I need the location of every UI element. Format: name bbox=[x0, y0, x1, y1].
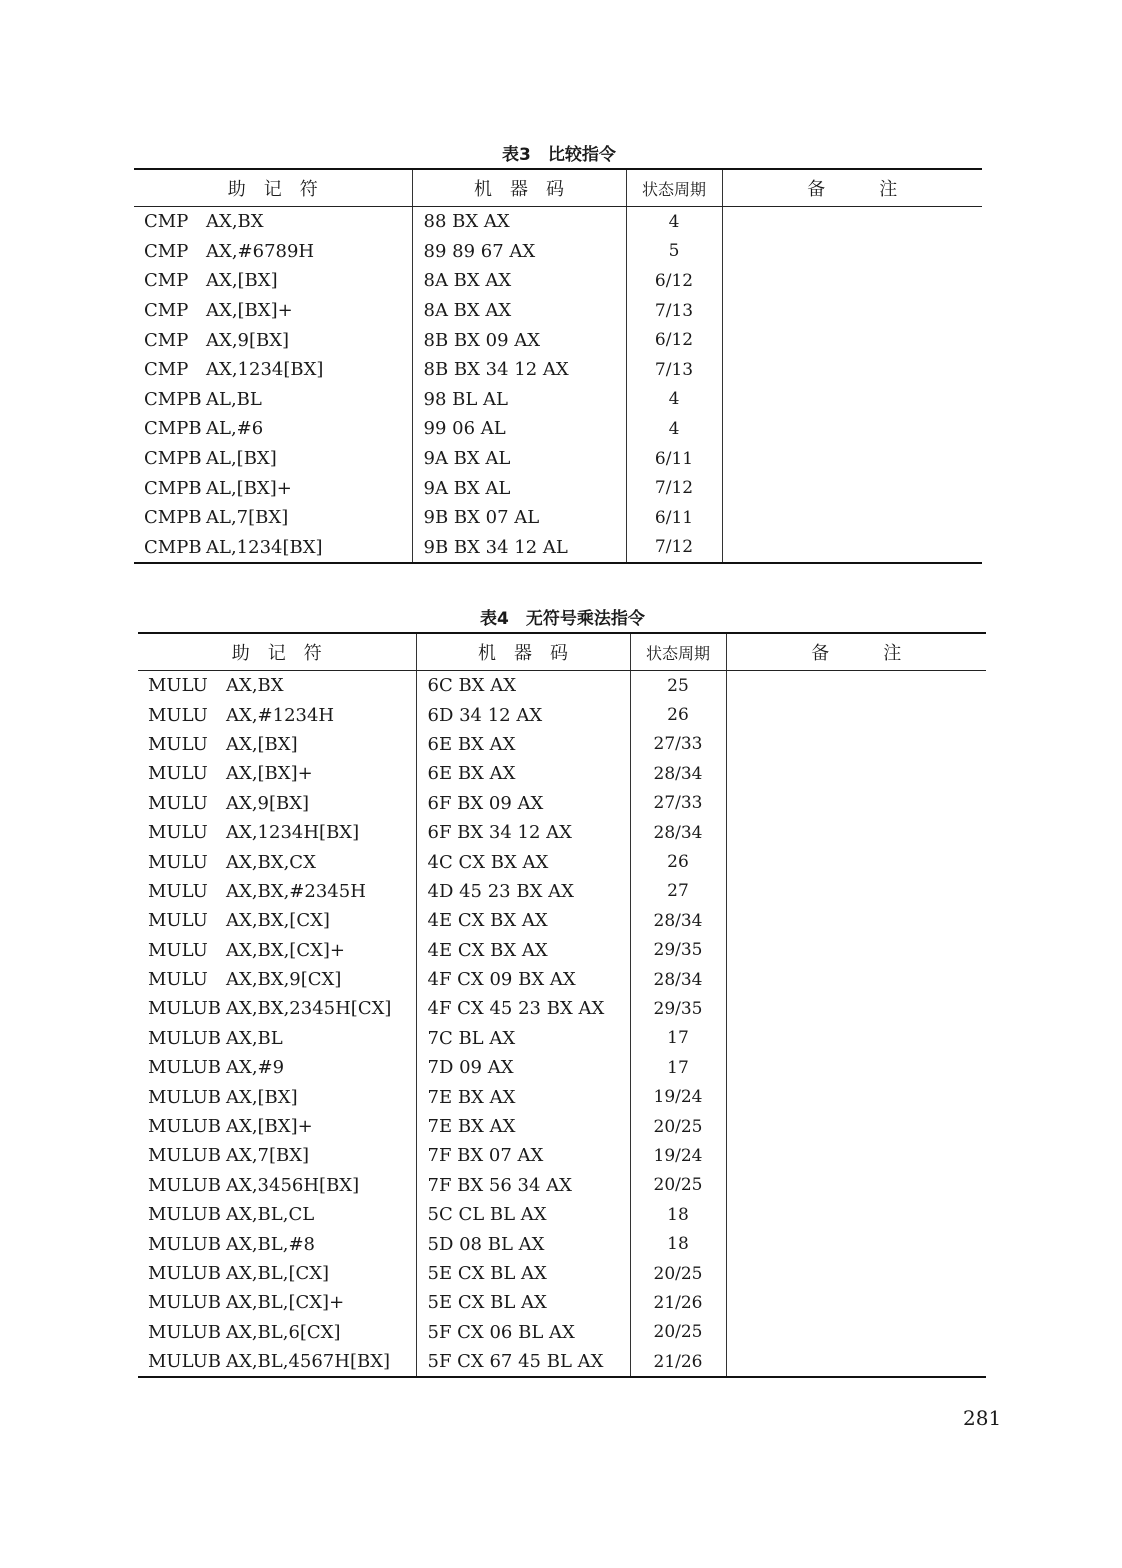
cycles-cell: 20/25 bbox=[630, 1171, 726, 1200]
opcode: CMP bbox=[144, 300, 189, 322]
cycles-cell: 7/12 bbox=[626, 533, 722, 564]
cycles-cell: 6/12 bbox=[626, 266, 722, 296]
operands: AX,[BX] bbox=[226, 733, 298, 755]
machine-code-cell: 5C CL BL AX bbox=[416, 1200, 630, 1229]
header-machine-code: 机 器 码 bbox=[412, 169, 626, 207]
machine-code-cell: 4E CX BX AX bbox=[416, 906, 630, 935]
machine-code-cell: 88 BX AX bbox=[412, 207, 626, 237]
cycles-cell: 28/34 bbox=[630, 906, 726, 935]
remarks-cell bbox=[722, 444, 982, 474]
mnemonic-cell bbox=[138, 1229, 416, 1258]
remarks-cell bbox=[726, 1171, 986, 1200]
remarks-cell bbox=[722, 355, 982, 385]
table-row bbox=[138, 1053, 986, 1082]
machine-code-cell: 9A BX AL bbox=[412, 473, 626, 503]
machine-code-cell: 5F CX 06 BL AX bbox=[416, 1318, 630, 1347]
cycles-cell: 27/33 bbox=[630, 789, 726, 818]
machine-code-cell: 99 06 AL bbox=[412, 414, 626, 444]
opcode: CMPB bbox=[144, 507, 202, 529]
table-row bbox=[134, 296, 982, 326]
mnemonic-cell bbox=[138, 700, 416, 729]
table4-header-row bbox=[138, 633, 986, 671]
cycles-cell: 20/25 bbox=[630, 1112, 726, 1141]
opcode: MULUB bbox=[148, 1351, 221, 1373]
mnemonic-cell bbox=[134, 296, 412, 326]
opcode: MULUB bbox=[148, 1145, 221, 1167]
machine-code-cell: 9A BX AL bbox=[412, 444, 626, 474]
remarks-cell bbox=[726, 700, 986, 729]
cycles-cell: 17 bbox=[630, 1053, 726, 1082]
remarks-cell bbox=[726, 1318, 986, 1347]
table-row bbox=[138, 877, 986, 906]
mnemonic-cell bbox=[138, 1112, 416, 1141]
remarks-cell bbox=[726, 818, 986, 847]
machine-code-cell: 5E CX BL AX bbox=[416, 1288, 630, 1317]
cycles-cell: 7/13 bbox=[626, 355, 722, 385]
machine-code-cell: 7E BX AX bbox=[416, 1082, 630, 1111]
operands: AL,#6 bbox=[206, 418, 264, 440]
operands: AX,BL,CL bbox=[226, 1204, 315, 1226]
operands: AX,BX,9[CX] bbox=[226, 969, 342, 991]
remarks-cell bbox=[722, 385, 982, 415]
mnemonic-cell bbox=[138, 1171, 416, 1200]
opcode: MULU bbox=[148, 733, 208, 755]
mnemonic-cell bbox=[138, 671, 416, 701]
mnemonic-cell bbox=[138, 818, 416, 847]
remarks-cell bbox=[722, 533, 982, 564]
machine-code-cell: 98 BL AL bbox=[412, 385, 626, 415]
mnemonic-cell bbox=[134, 473, 412, 503]
cycles-cell: 6/12 bbox=[626, 325, 722, 355]
mnemonic-cell bbox=[134, 385, 412, 415]
machine-code-cell: 7D 09 AX bbox=[416, 1053, 630, 1082]
cycles-cell: 7/13 bbox=[626, 296, 722, 326]
opcode: MULU bbox=[148, 763, 208, 785]
table-row bbox=[134, 237, 982, 267]
machine-code-cell: 9B BX 07 AL bbox=[412, 503, 626, 533]
operands: AX,[BX]+ bbox=[226, 763, 313, 785]
machine-code-cell: 5F CX 67 45 BL AX bbox=[416, 1347, 630, 1377]
table-row bbox=[138, 789, 986, 818]
machine-code-cell: 7F BX 07 AX bbox=[416, 1141, 630, 1170]
remarks-cell bbox=[726, 906, 986, 935]
remarks-cell bbox=[726, 1053, 986, 1082]
table-row bbox=[134, 414, 982, 444]
machine-code-cell: 7C BL AX bbox=[416, 1024, 630, 1053]
mnemonic-cell bbox=[138, 759, 416, 788]
operands: AX,BX bbox=[206, 211, 264, 233]
cycles-cell: 6/11 bbox=[626, 503, 722, 533]
opcode: MULU bbox=[148, 880, 208, 902]
cycles-cell: 18 bbox=[630, 1229, 726, 1258]
table-row bbox=[134, 325, 982, 355]
machine-code-cell: 8A BX AX bbox=[412, 296, 626, 326]
remarks-cell bbox=[726, 1229, 986, 1258]
machine-code-cell: 5E CX BL AX bbox=[416, 1259, 630, 1288]
machine-code-cell: 6F BX 34 12 AX bbox=[416, 818, 630, 847]
operands: AX,1234[BX] bbox=[206, 359, 324, 381]
table-row bbox=[138, 1082, 986, 1111]
opcode: CMP bbox=[144, 359, 189, 381]
table4-body bbox=[138, 671, 986, 1378]
opcode: CMP bbox=[144, 270, 189, 292]
opcode: CMPB bbox=[144, 388, 202, 410]
operands: AL,1234[BX] bbox=[206, 536, 323, 558]
cycles-cell: 21/26 bbox=[630, 1347, 726, 1377]
operands: AX,1234H[BX] bbox=[226, 822, 360, 844]
table-row bbox=[138, 1318, 986, 1347]
mnemonic-cell bbox=[138, 906, 416, 935]
remarks-cell bbox=[726, 877, 986, 906]
table3-compare-instructions bbox=[134, 168, 982, 564]
mnemonic-cell bbox=[138, 1288, 416, 1317]
operands: AX,BL,[CX] bbox=[226, 1263, 330, 1284]
machine-code-cell: 7E BX AX bbox=[416, 1112, 630, 1141]
cycles-cell: 21/26 bbox=[630, 1288, 726, 1317]
remarks-cell bbox=[722, 266, 982, 296]
operands: AX,BL,[CX]+ bbox=[226, 1292, 345, 1314]
cycles-cell: 28/34 bbox=[630, 818, 726, 847]
table-row bbox=[138, 730, 986, 759]
mnemonic-cell bbox=[134, 266, 412, 296]
mnemonic-cell bbox=[138, 847, 416, 876]
mnemonic-cell bbox=[138, 1141, 416, 1170]
operands: AX,BX,2345H[CX] bbox=[226, 998, 392, 1020]
cycles-cell: 4 bbox=[626, 414, 722, 444]
remarks-cell bbox=[726, 1347, 986, 1377]
operands: AX,[BX] bbox=[206, 270, 278, 292]
operands: AX,BX,[CX] bbox=[226, 910, 330, 932]
machine-code-cell: 9B BX 34 12 AL bbox=[412, 533, 626, 564]
operands: AX,9[BX] bbox=[226, 792, 310, 814]
mnemonic-cell bbox=[138, 789, 416, 818]
opcode: MULUB bbox=[148, 1174, 221, 1196]
machine-code-cell: 8B BX 09 AX bbox=[412, 325, 626, 355]
remarks-cell bbox=[726, 994, 986, 1023]
mnemonic-cell bbox=[138, 1024, 416, 1053]
opcode: MULUB bbox=[148, 1086, 221, 1108]
remarks-cell bbox=[726, 965, 986, 994]
opcode: MULU bbox=[148, 675, 208, 697]
mnemonic-cell bbox=[134, 325, 412, 355]
operands: AL,BL bbox=[206, 388, 262, 410]
remarks-cell bbox=[722, 296, 982, 326]
remarks-cell bbox=[726, 1141, 986, 1170]
cycles-cell: 5 bbox=[626, 237, 722, 267]
table4-unsigned-multiply-instructions bbox=[138, 632, 986, 1378]
table-row bbox=[134, 503, 982, 533]
cycles-cell: 28/34 bbox=[630, 759, 726, 788]
cycles-cell: 18 bbox=[630, 1200, 726, 1229]
mnemonic-cell bbox=[138, 936, 416, 965]
remarks-cell bbox=[726, 1259, 986, 1288]
mnemonic-cell bbox=[134, 237, 412, 267]
table-row bbox=[134, 355, 982, 385]
table-row bbox=[138, 1259, 986, 1288]
table-row bbox=[134, 385, 982, 415]
cycles-cell: 28/34 bbox=[630, 965, 726, 994]
operands: AL,[BX]+ bbox=[206, 477, 292, 499]
operands: AL,[BX] bbox=[206, 448, 277, 470]
remarks-cell bbox=[722, 503, 982, 533]
mnemonic-cell bbox=[134, 533, 412, 564]
remarks-cell bbox=[726, 1288, 986, 1317]
mnemonic-cell bbox=[138, 1053, 416, 1082]
remarks-cell bbox=[726, 1112, 986, 1141]
table-row bbox=[134, 266, 982, 296]
opcode: MULUB bbox=[148, 1321, 221, 1343]
remarks-cell bbox=[726, 730, 986, 759]
opcode: MULUB bbox=[148, 1233, 221, 1255]
table-row bbox=[138, 936, 986, 965]
mnemonic-cell bbox=[138, 1318, 416, 1347]
mnemonic-cell bbox=[138, 965, 416, 994]
opcode: MULUB bbox=[148, 1116, 221, 1138]
operands: AX,BL bbox=[226, 1027, 283, 1049]
operands: AX,#9 bbox=[226, 1057, 285, 1079]
cycles-cell: 4 bbox=[626, 207, 722, 237]
mnemonic-cell bbox=[138, 1259, 416, 1288]
opcode: MULUB bbox=[148, 998, 221, 1020]
cycles-cell: 29/35 bbox=[630, 994, 726, 1023]
table-row bbox=[138, 847, 986, 876]
opcode: CMP bbox=[144, 240, 189, 262]
table-row bbox=[138, 965, 986, 994]
header-machine-code: 机 器 码 bbox=[416, 633, 630, 671]
cycles-cell: 27 bbox=[630, 877, 726, 906]
remarks-cell bbox=[722, 207, 982, 237]
mnemonic-cell bbox=[138, 1347, 416, 1377]
opcode: CMPB bbox=[144, 418, 202, 440]
table-row bbox=[134, 444, 982, 474]
mnemonic-cell bbox=[134, 207, 412, 237]
operands: AX,9[BX] bbox=[206, 329, 290, 351]
operands: AX,BL,4567H[BX] bbox=[226, 1351, 391, 1373]
remarks-cell bbox=[722, 237, 982, 267]
opcode: CMPB bbox=[144, 448, 202, 470]
table-row bbox=[134, 473, 982, 503]
mnemonic-cell bbox=[138, 1082, 416, 1111]
mnemonic-cell bbox=[134, 355, 412, 385]
table-row bbox=[138, 1288, 986, 1317]
opcode: MULUB bbox=[148, 1057, 221, 1079]
operands: AX,BX,[CX]+ bbox=[226, 939, 346, 961]
table3-header-row bbox=[134, 169, 982, 207]
machine-code-cell: 6E BX AX bbox=[416, 759, 630, 788]
operands: AX,[BX]+ bbox=[206, 300, 293, 322]
table-row bbox=[138, 1347, 986, 1377]
machine-code-cell: 4D 45 23 BX AX bbox=[416, 877, 630, 906]
machine-code-cell: 8B BX 34 12 AX bbox=[412, 355, 626, 385]
header-cycles: 状态周期 bbox=[630, 633, 726, 671]
mnemonic-cell bbox=[134, 444, 412, 474]
mnemonic-cell bbox=[134, 414, 412, 444]
operands: AX,BL,#8 bbox=[226, 1233, 315, 1255]
opcode: CMPB bbox=[144, 536, 202, 558]
table-row bbox=[138, 700, 986, 729]
page-number: 281 bbox=[963, 1406, 1002, 1430]
opcode: MULUB bbox=[148, 1292, 221, 1314]
operands: AX,3456H[BX] bbox=[226, 1174, 360, 1196]
table-row bbox=[138, 1171, 986, 1200]
opcode: CMP bbox=[144, 211, 189, 233]
operands: AX,BL,6[CX] bbox=[226, 1321, 341, 1343]
machine-code-cell: 4F CX 45 23 BX AX bbox=[416, 994, 630, 1023]
operands: AX,BX,#2345H bbox=[226, 880, 366, 902]
cycles-cell: 26 bbox=[630, 847, 726, 876]
operands: AX,BX bbox=[226, 675, 284, 697]
opcode: MULUB bbox=[148, 1027, 221, 1049]
operands: AX,#1234H bbox=[226, 704, 335, 726]
machine-code-cell: 7F BX 56 34 AX bbox=[416, 1171, 630, 1200]
header-mnemonic: 助 记 符 bbox=[138, 633, 416, 671]
opcode: MULU bbox=[148, 969, 208, 991]
table-row bbox=[138, 906, 986, 935]
remarks-cell bbox=[726, 936, 986, 965]
operands: AX,7[BX] bbox=[226, 1145, 310, 1167]
operands: AX,#6789H bbox=[206, 240, 315, 262]
remarks-cell bbox=[726, 671, 986, 701]
remarks-cell bbox=[722, 414, 982, 444]
remarks-cell bbox=[726, 1024, 986, 1053]
mnemonic-cell bbox=[138, 994, 416, 1023]
opcode: MULUB bbox=[148, 1263, 221, 1284]
operands: AX,[BX] bbox=[226, 1086, 298, 1108]
opcode: MULU bbox=[148, 939, 208, 961]
mnemonic-cell bbox=[134, 503, 412, 533]
opcode: MULU bbox=[148, 851, 208, 873]
operands: AX,BX,CX bbox=[226, 851, 316, 873]
machine-code-cell: 4C CX BX AX bbox=[416, 847, 630, 876]
table-row bbox=[138, 1112, 986, 1141]
header-cycles: 状态周期 bbox=[626, 169, 722, 207]
machine-code-cell: 8A BX AX bbox=[412, 266, 626, 296]
machine-code-cell: 4F CX 09 BX AX bbox=[416, 965, 630, 994]
machine-code-cell: 4E CX BX AX bbox=[416, 936, 630, 965]
cycles-cell: 27/33 bbox=[630, 730, 726, 759]
opcode: CMPB bbox=[144, 477, 202, 499]
remarks-cell bbox=[726, 1200, 986, 1229]
table-row bbox=[138, 994, 986, 1023]
remarks-cell bbox=[722, 325, 982, 355]
table-row bbox=[138, 1229, 986, 1258]
opcode: MULUB bbox=[148, 1204, 221, 1226]
remarks-cell bbox=[726, 789, 986, 818]
cycles-cell: 25 bbox=[630, 671, 726, 701]
opcode: CMP bbox=[144, 329, 189, 351]
table-row bbox=[138, 1200, 986, 1229]
table3-caption: 表3 比较指令 bbox=[502, 145, 616, 165]
table3-body bbox=[134, 207, 982, 564]
machine-code-cell: 6C BX AX bbox=[416, 671, 630, 701]
opcode: MULU bbox=[148, 822, 208, 844]
opcode: MULU bbox=[148, 910, 208, 932]
remarks-cell bbox=[726, 759, 986, 788]
machine-code-cell: 89 89 67 AX bbox=[412, 237, 626, 267]
table-row bbox=[138, 759, 986, 788]
table-row bbox=[134, 533, 982, 564]
machine-code-cell: 6D 34 12 AX bbox=[416, 700, 630, 729]
operands: AL,7[BX] bbox=[206, 507, 289, 529]
cycles-cell: 20/25 bbox=[630, 1259, 726, 1288]
remarks-cell bbox=[726, 1082, 986, 1111]
cycles-cell: 29/35 bbox=[630, 936, 726, 965]
cycles-cell: 17 bbox=[630, 1024, 726, 1053]
header-mnemonic: 助 记 符 bbox=[134, 169, 412, 207]
opcode: MULU bbox=[148, 792, 208, 814]
cycles-cell: 4 bbox=[626, 385, 722, 415]
table-row bbox=[138, 1141, 986, 1170]
cycles-cell: 20/25 bbox=[630, 1318, 726, 1347]
table-row bbox=[138, 818, 986, 847]
mnemonic-cell bbox=[138, 1200, 416, 1229]
cycles-cell: 7/12 bbox=[626, 473, 722, 503]
mnemonic-cell bbox=[138, 877, 416, 906]
header-remarks: 备 注 bbox=[722, 169, 982, 207]
machine-code-cell: 6F BX 09 AX bbox=[416, 789, 630, 818]
table-row bbox=[134, 207, 982, 237]
cycles-cell: 6/11 bbox=[626, 444, 722, 474]
machine-code-cell: 5D 08 BL AX bbox=[416, 1229, 630, 1258]
mnemonic-cell bbox=[138, 730, 416, 759]
cycles-cell: 26 bbox=[630, 700, 726, 729]
operands: AX,[BX]+ bbox=[226, 1116, 313, 1138]
remarks-cell bbox=[722, 473, 982, 503]
table4-caption: 表4 无符号乘法指令 bbox=[480, 609, 645, 629]
table-row bbox=[138, 671, 986, 701]
cycles-cell: 19/24 bbox=[630, 1141, 726, 1170]
header-remarks: 备 注 bbox=[726, 633, 986, 671]
opcode: MULU bbox=[148, 704, 208, 726]
remarks-cell bbox=[726, 847, 986, 876]
cycles-cell: 19/24 bbox=[630, 1082, 726, 1111]
table-row bbox=[138, 1024, 986, 1053]
machine-code-cell: 6E BX AX bbox=[416, 730, 630, 759]
